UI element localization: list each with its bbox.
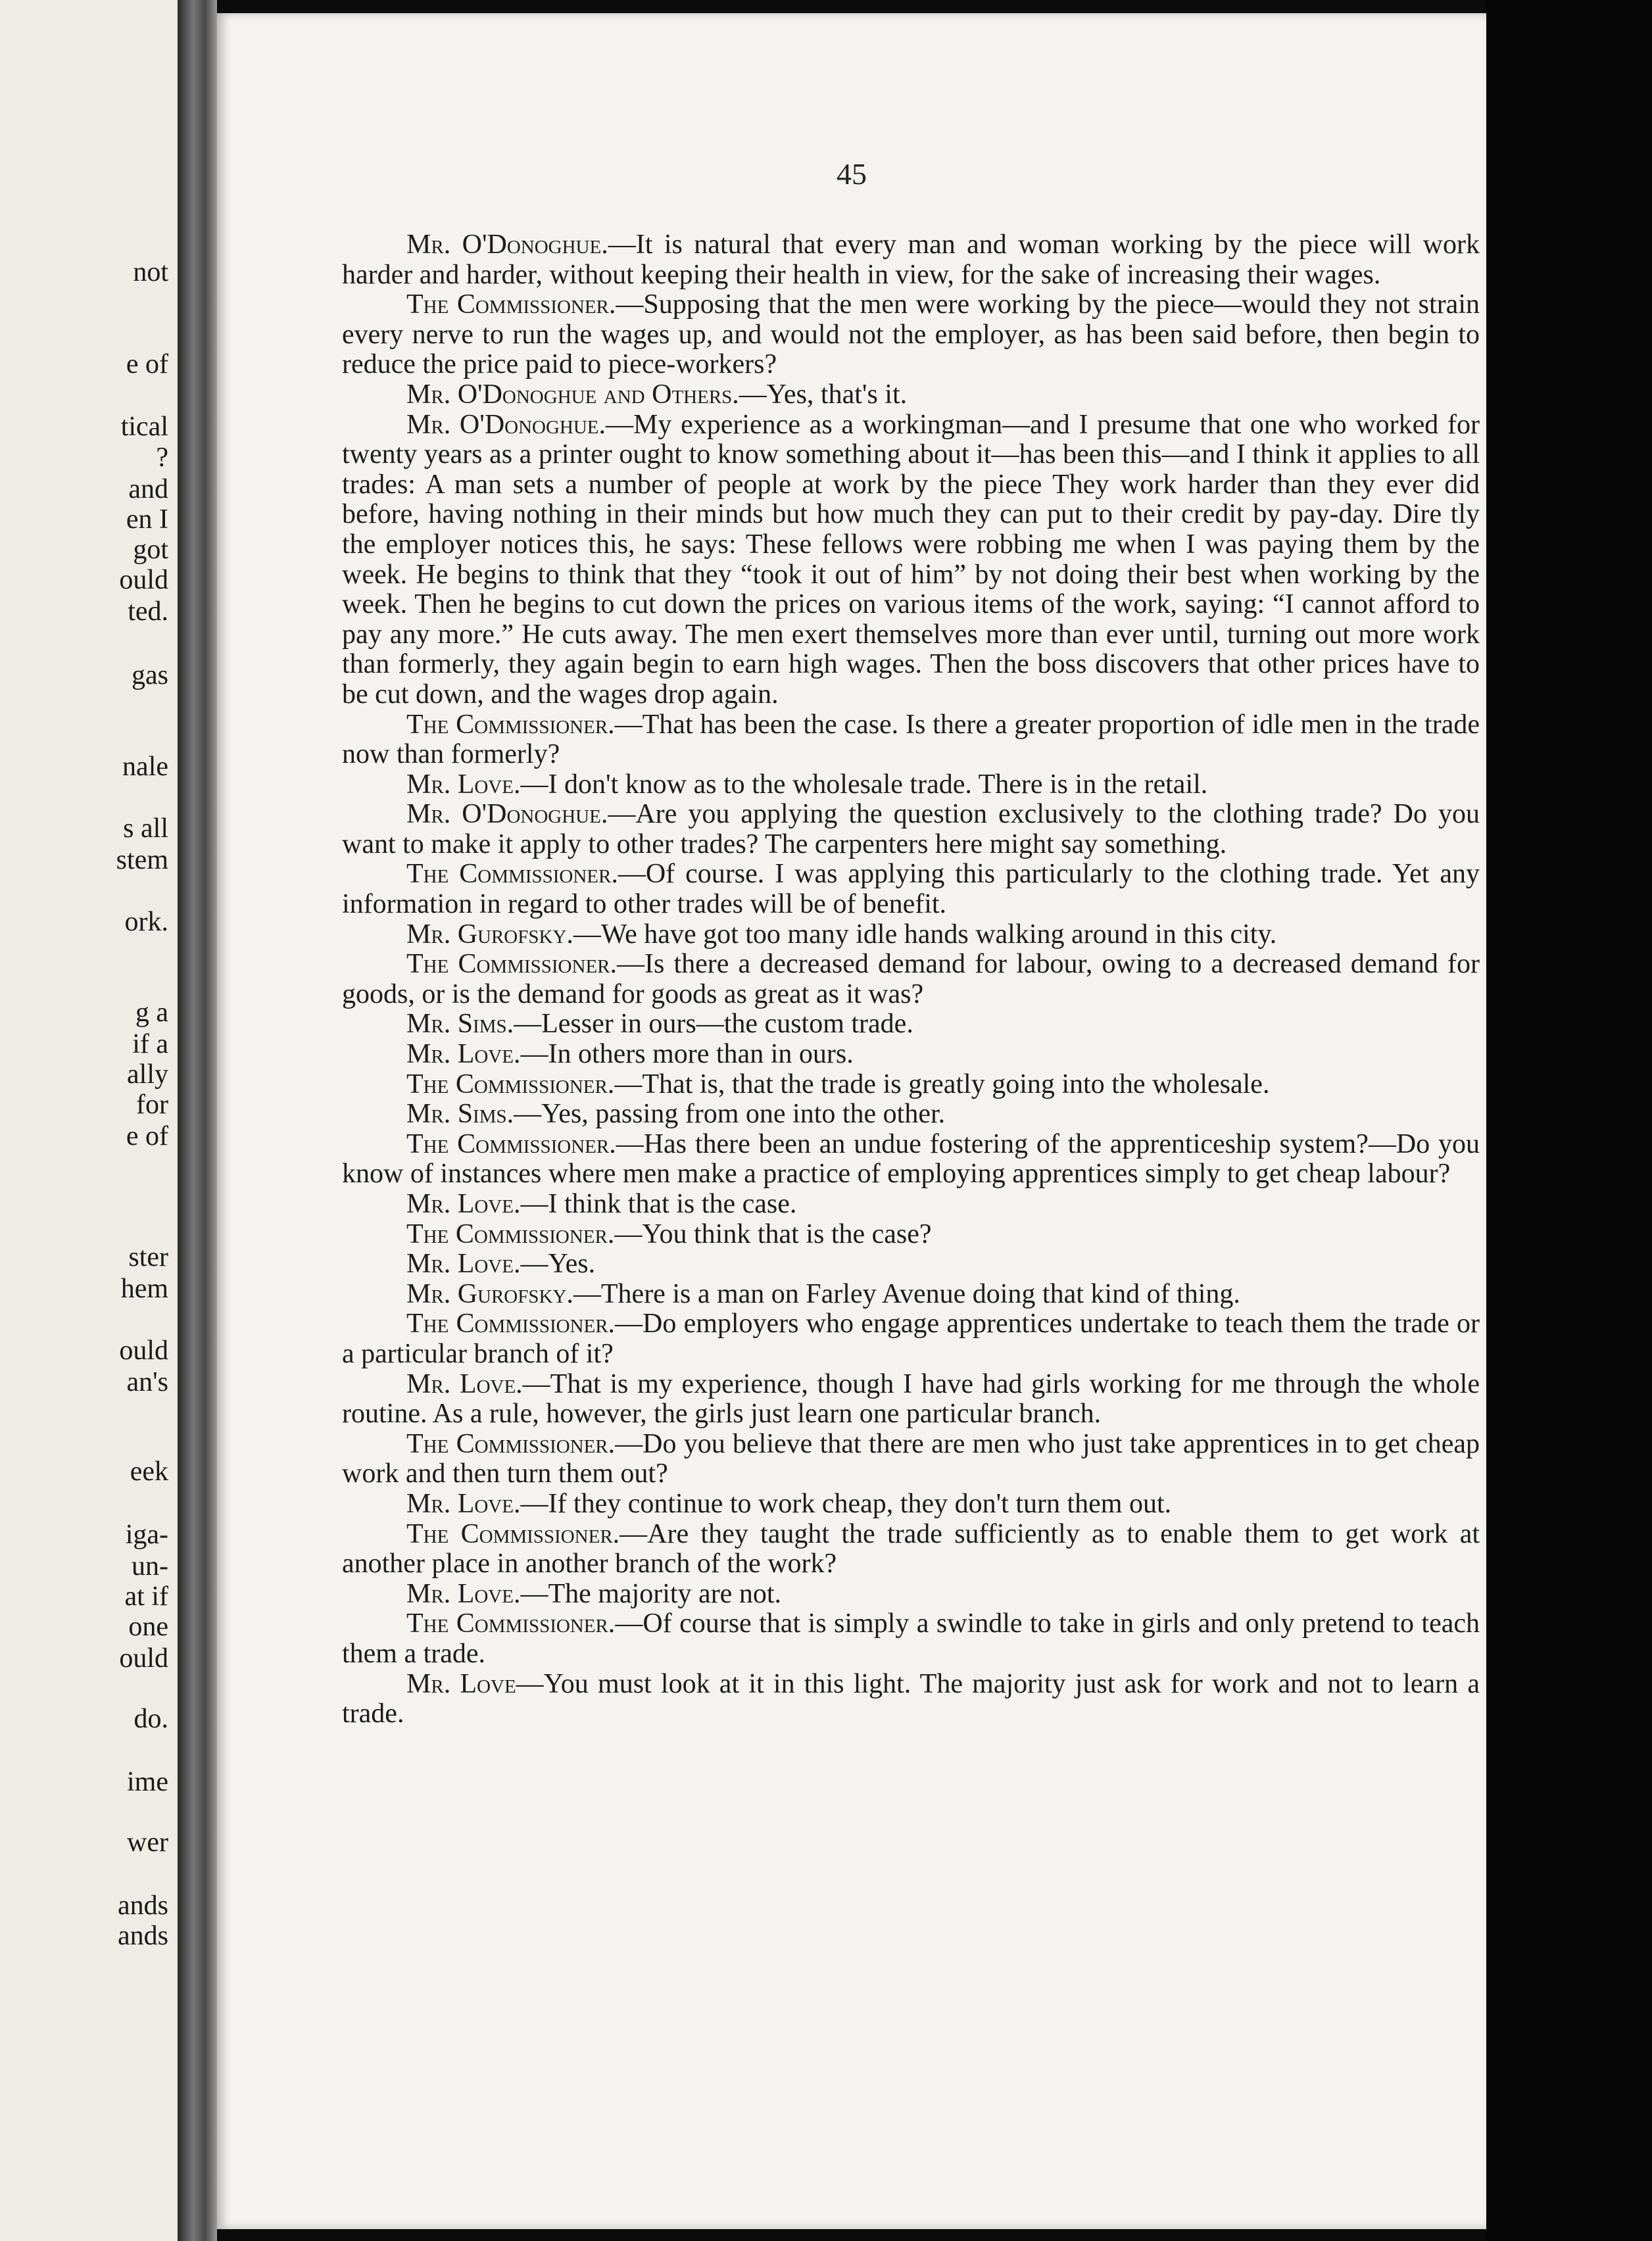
facing-page-edge [0, 0, 178, 2241]
speech-text: —That is my experience, though I have had girls working for me through the whole routine. As a rule, however, the girls just learn one particular branch. [342, 1368, 1480, 1430]
speech-text: —There is a man on Farley Avenue doing that kind of thing. [573, 1278, 1240, 1309]
testimony-paragraph [342, 800, 1480, 859]
facing-page-fragment: at if [124, 1581, 168, 1612]
speaker-name: Mr. O'Donoghue. [406, 409, 606, 440]
testimony-paragraph [342, 1190, 1480, 1220]
testimony-paragraph [342, 230, 1480, 290]
speaker-name: The Commissioner. [406, 949, 617, 980]
facing-page-fragment: en I [126, 504, 168, 535]
testimony-paragraph [342, 290, 1480, 380]
facing-page-fragment: and [128, 474, 168, 504]
testimony-paragraph [342, 1280, 1480, 1310]
speech-text: —Are they taught the trade sufficiently as to enable them to get work at another place in another branch of the work? [342, 1518, 1480, 1579]
facing-page-fragment: ster [128, 1242, 168, 1272]
speaker-name: The Commissioner. [406, 1608, 616, 1639]
facing-page-fragment: an's [126, 1367, 168, 1397]
testimony-paragraph [342, 1430, 1480, 1489]
speech-text: —Supposing that the men were working by the piece—would they not strain every nerve to run the wages up, and would not the employer, as has been said before, then begin to reduce the price paid to piece-workers? [342, 289, 1480, 380]
speech-text: —I don't know as to the wholesale trade. There is in the retail. [520, 769, 1208, 800]
speech-text: —My experience as a workingman—and I presume that one who worked for twenty years as a printer ought to know something about it—has been this—and I think it applies to all trades: A man sets a number of people at work by the piece They work harder than they ever did before, having nothing in their minds but how much they can put to their credit by pay-day. Dire tly the employer notices this, he says: These fellows were robbing me when I was paying them by the week. He begins to think that they “took it out of him” by not doing their best when working by the week. Then he begins to cut down the prices on various items of the work, saying: “I cannot afford to pay any more.” He cuts away. The men exert themselves more than ever until, turning out more work than formerly, they again begin to earn high wages. Then the boss discovers that other prices have to be cut down, and the wages drop again. [342, 409, 1480, 710]
testimony-paragraph [342, 1579, 1480, 1610]
facing-page-fragment: ime [127, 1767, 168, 1797]
facing-page-fragment: tical [120, 412, 168, 442]
book-gutter [178, 0, 217, 2241]
testimony-paragraph [342, 1099, 1480, 1130]
facing-page-fragment: ands [118, 1921, 168, 1951]
speech-text: —You think that is the case? [614, 1218, 932, 1249]
testimony-paragraph [342, 950, 1480, 1009]
scan-background [1486, 0, 1652, 2241]
speaker-name: The Commissioner. [406, 1309, 616, 1339]
speech-text: —I think that is the case. [520, 1189, 797, 1219]
testimony-paragraph [342, 920, 1480, 950]
speech-text: —If they continue to work cheap, they don't turn them out. [520, 1488, 1172, 1519]
speech-text: —That has been the case. Is there a greater proportion of idle men in the trade now than formerly? [342, 709, 1480, 770]
speaker-name: Mr. O'Donoghue and Others. [406, 379, 739, 410]
speech-text: —Has there been an undue fostering of the apprenticeship system?—Do you know of instances where men make a practice of employing apprentices simply to get cheap labour? [342, 1128, 1480, 1190]
testimony-paragraph [342, 410, 1480, 710]
facing-page-fragment: for [136, 1090, 168, 1120]
speech-text: —Do you believe that there are men who just take apprentices in to get cheap work and then turn them out? [342, 1428, 1480, 1489]
speaker-name: Mr. Love. [406, 1039, 521, 1070]
testimony-paragraph [342, 710, 1480, 770]
speaker-name: Mr. Gurofsky. [406, 919, 573, 950]
facing-page-fragment: g a [135, 998, 168, 1028]
speech-text: —You must look at it in this light. The majority just ask for work and not to learn a trade. [342, 1668, 1480, 1729]
facing-page-fragment: ally [127, 1059, 168, 1090]
facing-page-fragment: wer [127, 1827, 168, 1858]
facing-page-fragment: not [133, 257, 168, 287]
speaker-name: Mr. Love. [406, 1249, 521, 1280]
speech-text: —That is, that the trade is greatly going into the wholesale. [614, 1069, 1270, 1099]
facing-page-fragment: got [133, 535, 168, 565]
testimony-paragraph [342, 1309, 1480, 1369]
facing-page-fragment: if a [132, 1029, 168, 1059]
facing-page-fragment: un- [132, 1551, 168, 1581]
speaker-name: Mr. Sims. [406, 1099, 514, 1130]
facing-page-fragment: ork. [124, 907, 168, 937]
testimony-paragraph [342, 1249, 1480, 1280]
facing-page-fragment: ? [156, 443, 168, 473]
facing-page-fragment: s all [123, 813, 168, 844]
speaker-name: Mr. O'Donoghue. [406, 229, 608, 260]
testimony-paragraph [342, 1520, 1480, 1579]
speaker-name: The Commissioner. [406, 709, 615, 740]
speaker-name: The Commissioner. [406, 1218, 615, 1249]
speaker-name: Mr. Love [406, 1668, 516, 1699]
facing-page-fragment: ould [119, 565, 168, 595]
speech-text: —In others more than in ours. [520, 1039, 854, 1070]
speech-text: —Of course that is simply a swindle to take in girls and only pretend to teach them a trade. [342, 1608, 1480, 1669]
facing-page-fragment: ould [119, 1336, 168, 1366]
speaker-name: The Commissioner. [406, 1128, 616, 1159]
speaker-name: Mr. Love. [406, 1189, 521, 1219]
testimony-body [342, 230, 1480, 1729]
speech-text: —Yes, passing from one into the other. [514, 1099, 946, 1130]
scanned-page [217, 13, 1486, 2229]
testimony-paragraph [342, 859, 1480, 919]
speaker-name: Mr. Love. [406, 1488, 521, 1519]
speaker-name: Mr. Love. [406, 1368, 523, 1399]
speech-text: —Yes, that's it. [739, 379, 908, 410]
facing-page-fragment: gas [132, 660, 168, 690]
speech-text: —The majority are not. [520, 1578, 781, 1609]
testimony-paragraph [342, 1070, 1480, 1100]
speech-text: —It is natural that every man and woman working by the piece will work harder and harder, without keeping their health in view, for the sake of increasing their wages. [342, 229, 1480, 290]
facing-page-fragment: e of [126, 1121, 168, 1151]
speech-text: —Of course. I was applying this particularly to the clothing trade. Yet any information in regard to other trades will be of benefit. [342, 859, 1480, 920]
facing-page-fragment: ould [119, 1643, 168, 1674]
speaker-name: Mr. Love. [406, 1578, 521, 1609]
speech-text: —Yes. [520, 1249, 596, 1280]
speaker-name: The Commissioner. [406, 289, 616, 320]
speaker-name: Mr. Gurofsky. [406, 1278, 573, 1309]
speech-text: —Do employers who engage apprentices undertake to teach them the trade or a particular branch of it? [342, 1309, 1480, 1369]
testimony-paragraph [342, 1040, 1480, 1070]
testimony-paragraph [342, 1130, 1480, 1190]
speaker-name: Mr. O'Donoghue. [406, 799, 608, 830]
facing-page-fragment: nale [122, 752, 168, 782]
facing-page-fragment: do. [134, 1704, 168, 1734]
speaker-name: Mr. Sims. [406, 1009, 514, 1040]
testimony-paragraph [342, 1489, 1480, 1520]
speech-text: —We have got too many idle hands walking around in this city. [573, 919, 1277, 950]
testimony-paragraph [342, 770, 1480, 800]
testimony-paragraph [342, 1670, 1480, 1729]
facing-page-fragment: e of [126, 349, 168, 379]
testimony-paragraph [342, 380, 1480, 410]
facing-page-fragment: iga- [125, 1520, 168, 1550]
speaker-name: Mr. Love. [406, 769, 521, 800]
speech-text: —Are you applying the question exclusively to the clothing trade? Do you want to make it apply to other trades? The carpenters here might say something. [342, 799, 1480, 859]
speaker-name: The Commissioner. [406, 1518, 620, 1549]
facing-page-fragment: eek [130, 1457, 168, 1487]
facing-page-fragment: ands [118, 1891, 168, 1921]
facing-page-fragment: ted. [128, 596, 168, 627]
speaker-name: The Commissioner. [406, 1069, 615, 1099]
testimony-paragraph [342, 1370, 1480, 1430]
testimony-paragraph [342, 1009, 1480, 1040]
speaker-name: The Commissioner. [406, 859, 618, 890]
speech-text: —Is there a decreased demand for labour, owing to a decreased demand for goods, or is the demand for goods as great as it was? [342, 949, 1480, 1009]
page-number: 45 [837, 157, 867, 191]
speech-text: —Lesser in ours—the custom trade. [514, 1009, 913, 1040]
facing-page-fragment: stem [116, 845, 168, 875]
testimony-paragraph [342, 1609, 1480, 1669]
testimony-paragraph [342, 1220, 1480, 1250]
speaker-name: The Commissioner. [406, 1428, 616, 1459]
facing-page-fragment: hem [120, 1274, 168, 1304]
facing-page-fragment: one [128, 1612, 168, 1642]
